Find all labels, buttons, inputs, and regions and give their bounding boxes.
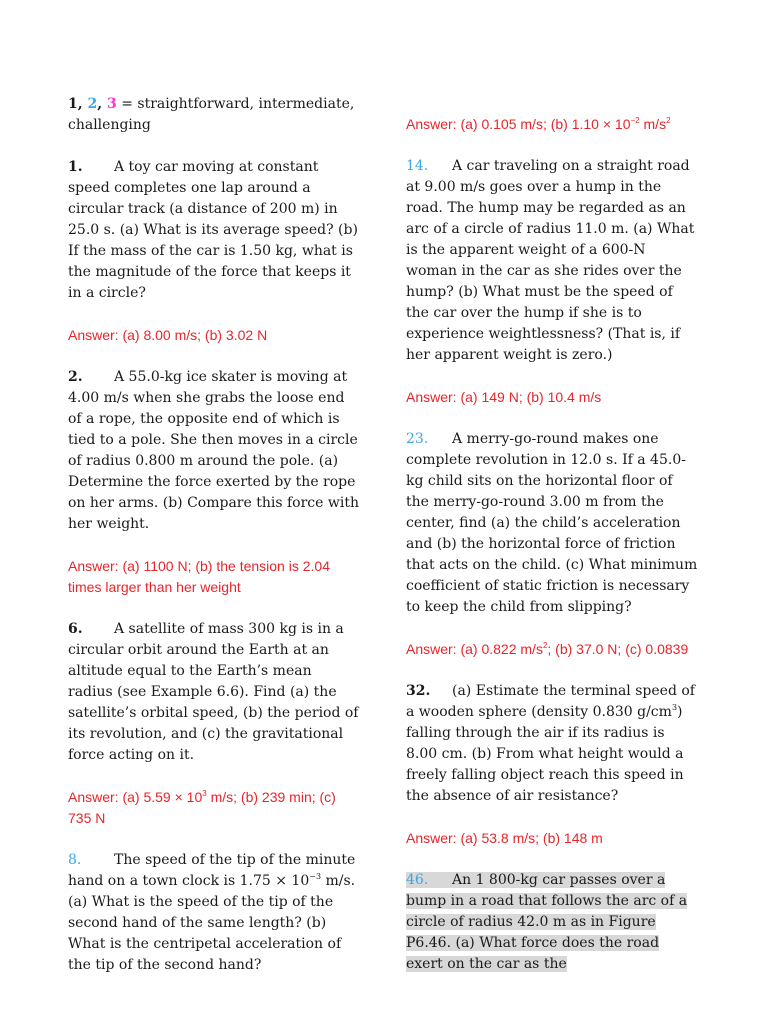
problem-text: An 1 800-kg car passes over a bump in a road that follows the arc of a circle of radius 42.0 m as in Figure P6.46. (a) What force does the road exert on the car as the [406, 872, 688, 972]
answer-part: Answer: (a) 0.105 m/s; (b) 1.10 × 10 [406, 116, 631, 132]
problem-46 [406, 870, 698, 975]
answer-23 [406, 639, 698, 660]
left-column [68, 94, 360, 997]
answer-part: m/s; (b) 239 min; (c) 735 N [68, 789, 336, 826]
problem-exponent: 3 [671, 703, 678, 712]
difficulty-legend [68, 94, 360, 136]
problem-text: A 55.0-kg ice skater is moving at 4.00 m/s when she grabs the loose end of a rope, the opposite end of which is tied to a pole. She then moves in a circle of radius 0.800 m around the pole. (a) Determine the force exerted by the rope on her arms. (b) Compare this force with her weight. [68, 369, 359, 532]
problem-1 [68, 157, 360, 304]
problem-text: A toy car moving at constant speed completes one lap around a circular track (a distance of 200 m) in 25.0 s. (a) What is its average speed? (b) If the mass of the car is 1.50 kg, what is the magnitude of the force that keeps it in a circle? [68, 159, 358, 301]
problem-text: A car traveling on a straight road at 9.00 m/s goes over a hump in the road. The hump may be regarded as an arc of a circle of radius 11.0 m. (a) What is the apparent weight of a 600-N woman in the car as she rides over the hump? (b) What must be the speed of the car over the hump if she is to experience weightlessness? (That is, if her apparent weight is zero.) [406, 158, 695, 363]
problem-text: A merry-go-round makes one complete revolution in 12.0 s. If a 45.0-kg child sits on the horizontal floor of the merry-go-round 3.00 m from the center, find (a) the child’s acceleration and (b) the horizontal force of friction that acts on the child. (c) What minimum coefficient of static friction is necessary to keep the child from slipping? [406, 431, 698, 615]
problem-text: (a) Estimate the terminal speed of a wooden sphere (density 0.830 g/cm [406, 683, 695, 720]
highlighted-text [406, 872, 687, 972]
problem-8 [68, 850, 360, 976]
answer-6 [68, 787, 360, 829]
problem-number: 14. [406, 158, 429, 174]
legend-challenging-number: 3 [107, 96, 117, 112]
answer-2: Answer: (a) 1100 N; (b) the tension is 2.04 times larger than her weight [68, 558, 330, 595]
problem-6 [68, 619, 360, 766]
problem-14 [406, 156, 698, 366]
legend-straightforward-number: 1 [68, 96, 78, 112]
legend-separator: , [77, 96, 88, 112]
legend-text: = straightforward, intermediate, challenging [68, 96, 355, 133]
answer-32: Answer: (a) 53.8 m/s; (b) 148 m [406, 830, 603, 846]
problem-text: The speed of the tip of the minute hand on a town clock is 1.75 × 10 [68, 852, 356, 889]
answer-part: ; (b) 37.0 N; (c) 0.0839 [547, 641, 689, 657]
problem-23 [406, 429, 698, 618]
problem-number: 2. [68, 369, 83, 385]
answer-part: Answer: (a) 0.822 m/s [406, 641, 543, 657]
problem-2 [68, 367, 360, 535]
problem-32 [406, 681, 698, 807]
answer-exponent: 3 [202, 789, 207, 798]
problem-number: 32. [406, 683, 431, 699]
legend-separator: , [97, 96, 107, 112]
problem-text: A satellite of mass 300 kg is in a circular orbit around the Earth at an altitude equal to the Earth’s mean radius (see Example 6.6). Find (a) the satellite’s orbital speed, (b) the period of its revolution, and (c) the gravitational force acting on it. [68, 621, 359, 763]
answer-part: Answer: (a) 5.59 × 10 [68, 789, 203, 805]
answer-exponent: 2 [542, 641, 548, 650]
legend-intermediate-number: 2 [87, 96, 98, 112]
answer-1: Answer: (a) 8.00 m/s; (b) 3.02 N [68, 327, 268, 343]
problem-text: m/s. (a) What is the speed of the tip of the second hand of the same length? (b) What is the centripetal acceleration of the tip of the second hand? [68, 873, 356, 973]
problem-number: 1. [68, 159, 83, 175]
right-column [406, 114, 698, 996]
problem-number: 6. [68, 621, 83, 637]
problem-exponent: −3 [309, 872, 322, 881]
answer-unit-exponent: 2 [666, 116, 671, 125]
answer-8 [406, 114, 698, 135]
problem-number: 23. [406, 431, 429, 447]
problem-number: 46. [406, 872, 429, 888]
problem-number: 8. [68, 852, 82, 868]
answer-14: Answer: (a) 149 N; (b) 10.4 m/s [406, 389, 602, 405]
problem-text: ) falling through the air if its radius is 8.00 cm. (b) From what height would a freely falling object reach this speed in the absence of air resistance? [406, 704, 684, 804]
answer-exponent: −2 [630, 116, 640, 125]
answer-unit: m/s [639, 116, 667, 132]
